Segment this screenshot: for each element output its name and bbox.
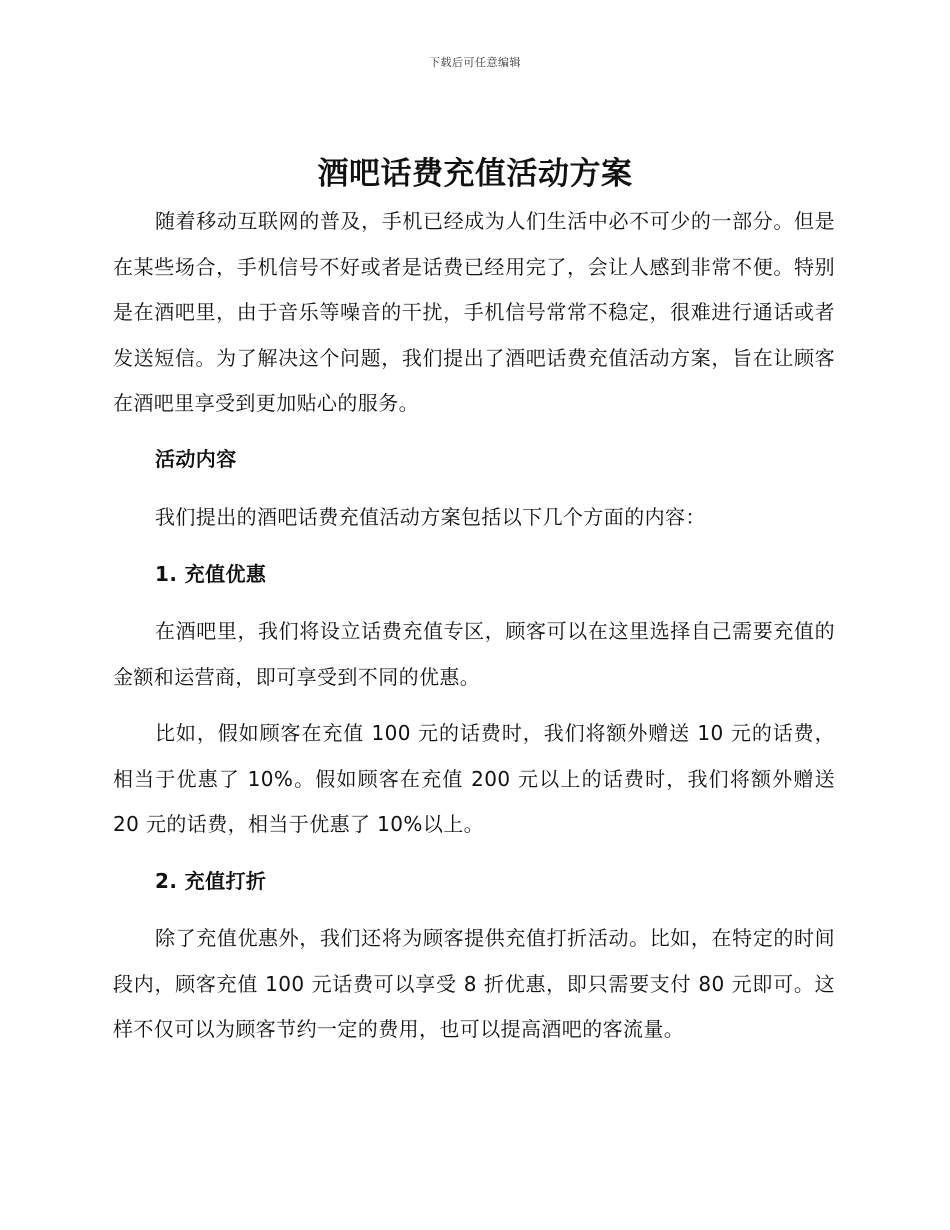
item1-heading: 1. 充值优惠 — [155, 562, 267, 586]
item2-heading: 2. 充值打折 — [155, 869, 267, 893]
document-title: 酒吧话费充值活动方案 — [317, 156, 633, 192]
intro-paragraph: 随着移动互联网的普及，手机已经成为人们生活中必不可少的一部分。但是在某些场合，手机信号不好或者是话费已经用完了，会让人感到非常不便。特别是在酒吧里，由于音乐等噪音的干扰，手机信号常常不稳定，很难进行通话或者发送短信。为了解决这个问题，我们提出了酒吧话费充值活动方案，旨在让顾客在酒吧里享受到更加贴心的服务。 — [113, 209, 835, 415]
section-heading: 活动内容 — [155, 447, 237, 471]
item1-paragraph-1: 在酒吧里，我们将设立话费充值专区，顾客可以在这里选择自己需要充值的金额和运营商，即可享受到不同的优惠。 — [113, 619, 835, 689]
item1-paragraph-2: 比如，假如顾客在充值 100 元的话费时，我们将额外赠送 10 元的话费，相当于优惠了 10%。假如顾客在充值 200 元以上的话费时，我们将额外赠送 20 元的话费，相当于优惠了 10%以上。 — [113, 721, 835, 836]
section-intro-paragraph: 我们提出的酒吧话费充值活动方案包括以下几个方面的内容： — [155, 505, 706, 529]
header-note: 下载后可任意编辑 — [429, 56, 521, 69]
item2-paragraph-1: 除了充值优惠外，我们还将为顾客提供充值打折活动。比如，在特定的时间段内，顾客充值 100 元话费可以享受 8 折优惠，即只需要支付 80 元即可。这样不仅可以为顾客节约一定的费用，也可以提高酒吧的客流量。 — [113, 926, 835, 1041]
